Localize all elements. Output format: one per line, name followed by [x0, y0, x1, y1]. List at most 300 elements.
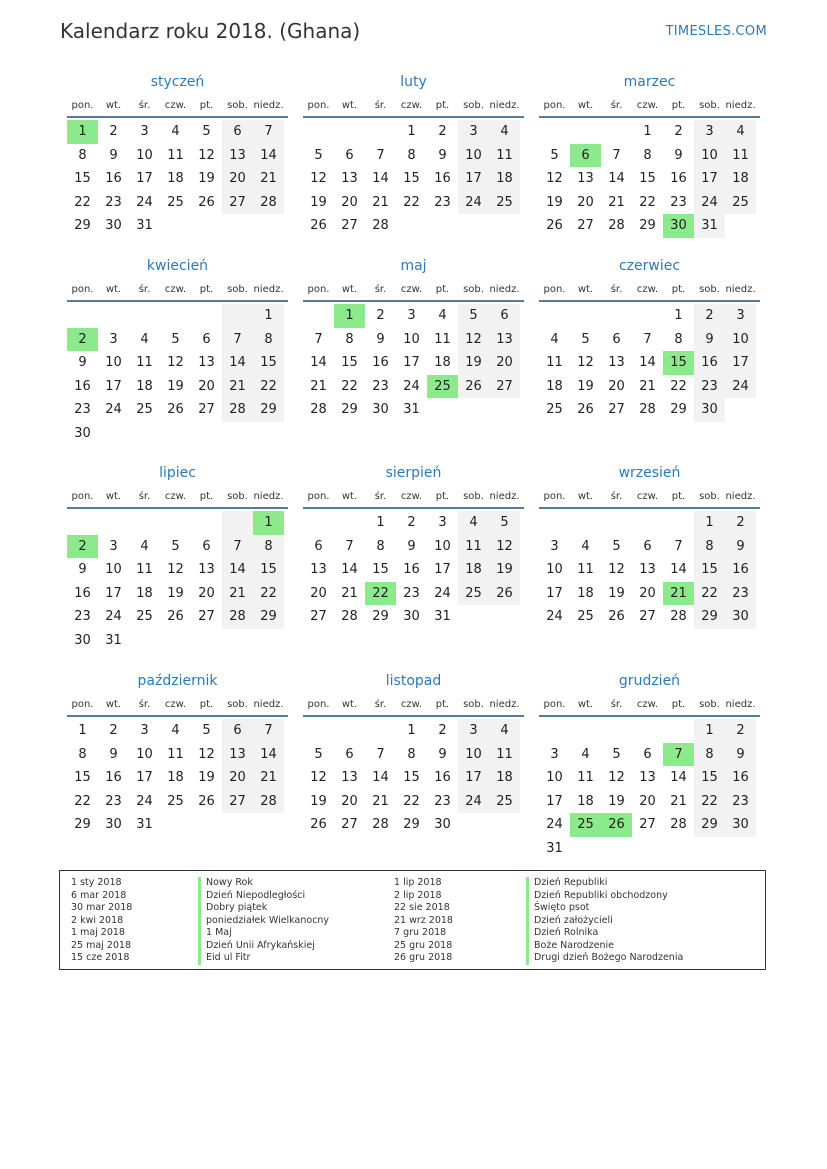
- day-grid: [67, 120, 288, 238]
- day-cell: 18: [434, 355, 451, 370]
- day-cell: 8: [78, 746, 87, 762]
- weekday-label: sob.: [699, 699, 720, 710]
- weekday-label: wt.: [105, 284, 122, 295]
- day-cell: 12: [310, 770, 327, 785]
- day-cell: 7: [376, 147, 385, 163]
- weekday-label: pon.: [71, 284, 94, 295]
- day-cell: 31: [546, 840, 563, 856]
- day-cell: 6: [314, 538, 323, 554]
- day-cell: 29: [694, 813, 725, 837]
- holiday-day-cell: 6: [570, 144, 601, 168]
- day-cell: 8: [253, 328, 284, 352]
- day-cell: 8: [674, 331, 683, 347]
- day-cell: 26: [198, 194, 215, 210]
- empty-day-cell: [67, 304, 98, 328]
- legend-dates-right: [394, 877, 453, 965]
- day-cell: 8: [407, 147, 416, 163]
- day-cell: 10: [546, 562, 563, 577]
- day-cell: 6: [489, 304, 520, 328]
- day-cell: 30: [434, 817, 451, 832]
- day-cell: 9: [407, 538, 416, 554]
- weekday-label: śr.: [374, 699, 387, 710]
- weekday-label: sob.: [227, 100, 248, 111]
- day-cell: 10: [136, 746, 153, 762]
- day-cell: 17: [546, 793, 563, 809]
- day-cell: 7: [222, 328, 253, 352]
- day-grid: [303, 120, 524, 238]
- month-calendar: [67, 463, 288, 652]
- weekday-header: [539, 98, 760, 114]
- header-divider: [67, 715, 288, 717]
- empty-day-cell: [632, 719, 663, 743]
- day-cell: 14: [310, 355, 327, 370]
- day-cell: 20: [341, 793, 358, 809]
- day-cell: 12: [546, 171, 563, 186]
- day-cell: 13: [198, 562, 215, 577]
- day-cell: 5: [489, 511, 520, 535]
- day-cell: 23: [403, 585, 420, 601]
- weekday-label: niedz.: [489, 699, 520, 710]
- day-cell: 18: [167, 171, 184, 186]
- day-cell: 2: [109, 124, 118, 139]
- day-cell: 7: [253, 120, 284, 144]
- day-cell: 11: [136, 355, 153, 370]
- day-cell: 4: [725, 120, 756, 144]
- weekday-label: niedz.: [253, 699, 284, 710]
- day-cell: 24: [546, 817, 563, 832]
- day-cell: 30: [105, 218, 122, 233]
- day-cell: 2: [438, 723, 447, 738]
- day-cell: 6: [222, 120, 253, 144]
- day-cell: 10: [105, 355, 122, 370]
- day-cell: 6: [612, 331, 621, 347]
- day-cell: 27: [222, 191, 253, 215]
- weekday-label: wt.: [341, 284, 358, 295]
- day-cell: 3: [725, 304, 756, 328]
- day-cell: 8: [694, 743, 725, 767]
- day-cell: 14: [670, 562, 687, 577]
- weekday-label: śr.: [138, 100, 151, 111]
- day-cell: 19: [608, 793, 625, 809]
- day-cell: 25: [136, 609, 153, 624]
- day-cell: 27: [341, 218, 358, 233]
- day-cell: 10: [694, 144, 725, 168]
- day-cell: 16: [372, 355, 389, 370]
- day-cell: 27: [198, 609, 215, 624]
- weekday-label: czw.: [164, 699, 187, 710]
- empty-day-cell: [303, 511, 334, 535]
- day-cell: 9: [725, 535, 756, 559]
- legend-holiday-name: Dzień Republiki: [526, 877, 683, 890]
- day-grid: [539, 304, 760, 422]
- weekday-label: pon.: [307, 100, 330, 111]
- legend-date: 25 gru 2018: [394, 939, 453, 951]
- day-cell: 21: [372, 793, 389, 809]
- weekday-label: niedz.: [489, 284, 520, 295]
- month-calendar: [303, 463, 524, 629]
- day-cell: 9: [78, 355, 87, 370]
- day-cell: 22: [403, 793, 420, 809]
- weekday-label: sob.: [463, 491, 484, 502]
- day-cell: 23: [74, 402, 91, 417]
- day-cell: 26: [310, 218, 327, 233]
- weekday-label: sob.: [463, 100, 484, 111]
- day-cell: 8: [694, 535, 725, 559]
- day-cell: 24: [458, 191, 489, 215]
- day-cell: 22: [74, 793, 91, 809]
- weekday-label: pt.: [671, 491, 686, 502]
- day-cell: 22: [253, 375, 284, 399]
- day-cell: 1: [376, 515, 385, 530]
- weekday-header: [539, 282, 760, 298]
- day-cell: 14: [222, 558, 253, 582]
- holiday-day-cell: 1: [334, 304, 365, 328]
- weekday-label: sob.: [463, 284, 484, 295]
- weekday-label: pt.: [435, 699, 450, 710]
- day-cell: 16: [725, 766, 756, 790]
- day-cell: 6: [643, 746, 652, 762]
- day-cell: 30: [74, 632, 91, 648]
- weekday-label: śr.: [138, 284, 151, 295]
- day-cell: 29: [253, 605, 284, 629]
- holiday-day-cell: 15: [663, 351, 694, 375]
- day-cell: 10: [458, 144, 489, 168]
- weekday-label: niedz.: [489, 491, 520, 502]
- month-calendar: [539, 72, 760, 238]
- weekday-label: niedz.: [725, 699, 756, 710]
- day-cell: 2: [674, 124, 683, 139]
- day-cell: 9: [438, 746, 447, 762]
- empty-day-cell: [570, 120, 601, 144]
- legend-date: 1 lip 2018: [394, 877, 442, 888]
- day-cell: 1: [407, 723, 416, 738]
- day-cell: 6: [202, 538, 211, 554]
- day-cell: 5: [202, 723, 211, 738]
- day-cell: 19: [458, 351, 489, 375]
- empty-day-cell: [334, 511, 365, 535]
- day-cell: 27: [577, 218, 594, 233]
- holiday-day-cell: 25: [427, 375, 458, 399]
- day-cell: 14: [372, 770, 389, 785]
- legend-holiday-name: 1 Maj: [198, 927, 329, 940]
- day-cell: 18: [136, 585, 153, 601]
- day-cell: 20: [341, 194, 358, 210]
- month-calendar: [67, 256, 288, 445]
- day-cell: 14: [639, 355, 656, 370]
- day-cell: 20: [489, 351, 520, 375]
- weekday-label: wt.: [577, 491, 594, 502]
- header-divider: [67, 300, 288, 302]
- day-cell: 7: [643, 331, 652, 347]
- day-cell: 4: [581, 538, 590, 554]
- legend-date: 7 gru 2018: [394, 927, 447, 938]
- legend-date: 6 mar 2018: [71, 889, 127, 901]
- day-cell: 7: [222, 535, 253, 559]
- day-cell: 29: [74, 218, 91, 233]
- day-cell: 26: [310, 817, 327, 832]
- legend-date: 26 gru 2018: [394, 952, 453, 963]
- day-cell: 10: [434, 538, 451, 554]
- day-cell: 8: [345, 331, 354, 347]
- month-calendar: [539, 671, 760, 860]
- day-cell: 27: [639, 817, 656, 832]
- empty-day-cell: [160, 304, 191, 328]
- day-cell: 23: [670, 194, 687, 210]
- weekday-label: czw.: [636, 284, 659, 295]
- legend-holiday-name: Dzień Niepodległości: [198, 890, 329, 903]
- day-cell: 27: [222, 790, 253, 814]
- day-cell: 18: [577, 585, 594, 601]
- day-cell: 30: [74, 425, 91, 441]
- day-cell: 30: [694, 398, 725, 422]
- empty-day-cell: [365, 120, 396, 144]
- weekday-label: pt.: [199, 491, 214, 502]
- day-cell: 16: [725, 558, 756, 582]
- day-cell: 29: [253, 398, 284, 422]
- month-name: lipiec: [159, 465, 196, 481]
- day-cell: 26: [608, 609, 625, 624]
- day-cell: 10: [403, 331, 420, 347]
- legend-date: 2 kwi 2018: [71, 914, 124, 926]
- holiday-day-cell: 22: [365, 582, 396, 606]
- day-cell: 22: [694, 582, 725, 606]
- day-cell: 4: [140, 331, 149, 347]
- day-cell: 21: [372, 194, 389, 210]
- weekday-label: wt.: [341, 491, 358, 502]
- day-cell: 16: [105, 171, 122, 186]
- legend-holiday-name: Dzień Unii Afrykańskiej: [198, 940, 329, 953]
- weekday-label: pt.: [199, 100, 214, 111]
- weekday-label: czw.: [400, 491, 423, 502]
- day-cell: 17: [546, 585, 563, 601]
- day-cell: 17: [105, 585, 122, 601]
- empty-day-cell: [129, 511, 160, 535]
- day-cell: 19: [489, 558, 520, 582]
- weekday-header: [67, 282, 288, 298]
- day-cell: 3: [458, 719, 489, 743]
- day-cell: 29: [403, 817, 420, 832]
- day-cell: 20: [608, 378, 625, 394]
- day-cell: 18: [489, 766, 520, 790]
- day-cell: 7: [345, 538, 354, 554]
- day-grid: [539, 120, 760, 238]
- day-cell: 4: [550, 331, 559, 347]
- day-cell: 5: [581, 331, 590, 347]
- legend-holiday-name: Boże Narodzenie: [526, 940, 683, 953]
- month-name: marzec: [623, 74, 676, 90]
- day-cell: 29: [341, 402, 358, 417]
- day-cell: 7: [612, 147, 621, 163]
- day-cell: 10: [105, 562, 122, 577]
- weekday-label: śr.: [610, 699, 623, 710]
- day-cell: 8: [253, 535, 284, 559]
- day-cell: 20: [222, 167, 253, 191]
- day-cell: 18: [167, 770, 184, 785]
- empty-day-cell: [334, 120, 365, 144]
- header-divider: [303, 300, 524, 302]
- day-cell: 5: [171, 538, 180, 554]
- day-cell: 28: [253, 790, 284, 814]
- weekday-label: śr.: [610, 100, 623, 111]
- day-cell: 20: [639, 585, 656, 601]
- day-cell: 11: [136, 562, 153, 577]
- weekday-label: czw.: [400, 100, 423, 111]
- empty-day-cell: [98, 511, 129, 535]
- month-name: wrzesień: [618, 465, 681, 481]
- day-cell: 31: [136, 817, 153, 832]
- day-cell: 10: [458, 743, 489, 767]
- weekday-label: pt.: [435, 284, 450, 295]
- day-cell: 29: [670, 402, 687, 417]
- legend-names-left: [198, 877, 329, 965]
- month-name: luty: [400, 74, 427, 90]
- day-cell: 13: [608, 355, 625, 370]
- day-cell: 31: [403, 402, 420, 417]
- day-cell: 12: [167, 562, 184, 577]
- brand-logo[interactable]: TIMESLES.COM: [665, 24, 767, 39]
- weekday-label: sob.: [463, 699, 484, 710]
- month-name: sierpień: [385, 465, 442, 481]
- weekday-label: śr.: [610, 284, 623, 295]
- day-cell: 23: [105, 793, 122, 809]
- day-cell: 11: [167, 147, 184, 163]
- empty-day-cell: [570, 511, 601, 535]
- day-cell: 17: [458, 167, 489, 191]
- day-cell: 16: [434, 770, 451, 785]
- day-cell: 29: [694, 605, 725, 629]
- day-cell: 23: [694, 375, 725, 399]
- day-cell: 16: [74, 585, 91, 601]
- day-cell: 17: [136, 171, 153, 186]
- weekday-label: śr.: [138, 699, 151, 710]
- day-cell: 15: [74, 171, 91, 186]
- day-cell: 23: [434, 194, 451, 210]
- weekday-header: [67, 489, 288, 505]
- day-cell: 3: [694, 120, 725, 144]
- day-cell: 23: [434, 793, 451, 809]
- day-cell: 20: [198, 585, 215, 601]
- day-grid: [303, 511, 524, 629]
- legend-holiday-name: Dobry piątek: [198, 902, 329, 915]
- holiday-day-cell: 7: [663, 743, 694, 767]
- empty-day-cell: [191, 511, 222, 535]
- weekday-label: śr.: [138, 491, 151, 502]
- day-cell: 1: [78, 723, 87, 738]
- day-cell: 30: [372, 402, 389, 417]
- day-cell: 8: [643, 147, 652, 163]
- empty-day-cell: [539, 304, 570, 328]
- day-cell: 10: [136, 147, 153, 163]
- day-cell: 8: [407, 746, 416, 762]
- day-cell: 13: [341, 171, 358, 186]
- day-cell: 4: [140, 538, 149, 554]
- holiday-day-cell: 30: [663, 214, 694, 238]
- day-cell: 11: [489, 743, 520, 767]
- day-cell: 19: [546, 194, 563, 210]
- day-cell: 29: [74, 817, 91, 832]
- day-cell: 1: [643, 124, 652, 139]
- weekday-label: niedz.: [253, 491, 284, 502]
- day-cell: 5: [314, 746, 323, 762]
- weekday-label: niedz.: [725, 491, 756, 502]
- weekday-label: pon.: [307, 699, 330, 710]
- day-cell: 30: [725, 813, 756, 837]
- header-divider: [539, 715, 760, 717]
- holiday-day-cell: 1: [67, 120, 98, 144]
- day-cell: 21: [253, 766, 284, 790]
- day-cell: 17: [458, 766, 489, 790]
- day-cell: 7: [376, 746, 385, 762]
- day-cell: 14: [253, 144, 284, 168]
- day-cell: 17: [403, 355, 420, 370]
- weekday-label: sob.: [227, 699, 248, 710]
- day-cell: 17: [725, 351, 756, 375]
- empty-day-cell: [222, 511, 253, 535]
- day-cell: 1: [407, 124, 416, 139]
- day-cell: 14: [253, 743, 284, 767]
- day-cell: 17: [694, 167, 725, 191]
- day-grid: [67, 304, 288, 445]
- day-cell: 6: [222, 719, 253, 743]
- day-cell: 22: [694, 790, 725, 814]
- weekday-label: niedz.: [725, 284, 756, 295]
- day-cell: 27: [310, 609, 327, 624]
- weekday-header: [303, 697, 524, 713]
- weekday-label: pt.: [435, 100, 450, 111]
- day-cell: 6: [345, 746, 354, 762]
- day-cell: 11: [458, 535, 489, 559]
- empty-day-cell: [98, 304, 129, 328]
- day-cell: 12: [489, 535, 520, 559]
- weekday-header: [539, 697, 760, 713]
- holiday-day-cell: 2: [67, 328, 98, 352]
- day-cell: 9: [109, 147, 118, 163]
- day-cell: 2: [725, 511, 756, 535]
- day-cell: 25: [577, 609, 594, 624]
- day-cell: 4: [458, 511, 489, 535]
- empty-day-cell: [129, 304, 160, 328]
- month-name: grudzień: [618, 673, 681, 689]
- day-cell: 8: [376, 538, 385, 554]
- day-cell: 31: [136, 218, 153, 233]
- day-cell: 28: [639, 402, 656, 417]
- day-cell: 14: [670, 770, 687, 785]
- day-cell: 16: [694, 351, 725, 375]
- day-cell: 9: [438, 147, 447, 163]
- day-cell: 26: [167, 402, 184, 417]
- day-cell: 24: [434, 585, 451, 601]
- weekday-label: wt.: [577, 284, 594, 295]
- weekday-label: czw.: [400, 699, 423, 710]
- weekday-label: pon.: [71, 491, 94, 502]
- empty-day-cell: [632, 304, 663, 328]
- day-cell: 16: [105, 770, 122, 785]
- day-cell: 14: [341, 562, 358, 577]
- month-calendar: [67, 72, 288, 238]
- empty-day-cell: [334, 719, 365, 743]
- day-cell: 15: [341, 355, 358, 370]
- day-cell: 3: [407, 308, 416, 323]
- day-cell: 16: [74, 378, 91, 394]
- legend-holiday-name: Dzień Republiki obchodzony: [526, 890, 683, 903]
- day-cell: 5: [458, 304, 489, 328]
- legend-holiday-name: Dzień założycieli: [526, 915, 683, 928]
- day-cell: 24: [546, 609, 563, 624]
- day-cell: 2: [376, 308, 385, 323]
- day-cell: 15: [403, 171, 420, 186]
- header-divider: [303, 116, 524, 118]
- day-cell: 22: [403, 194, 420, 210]
